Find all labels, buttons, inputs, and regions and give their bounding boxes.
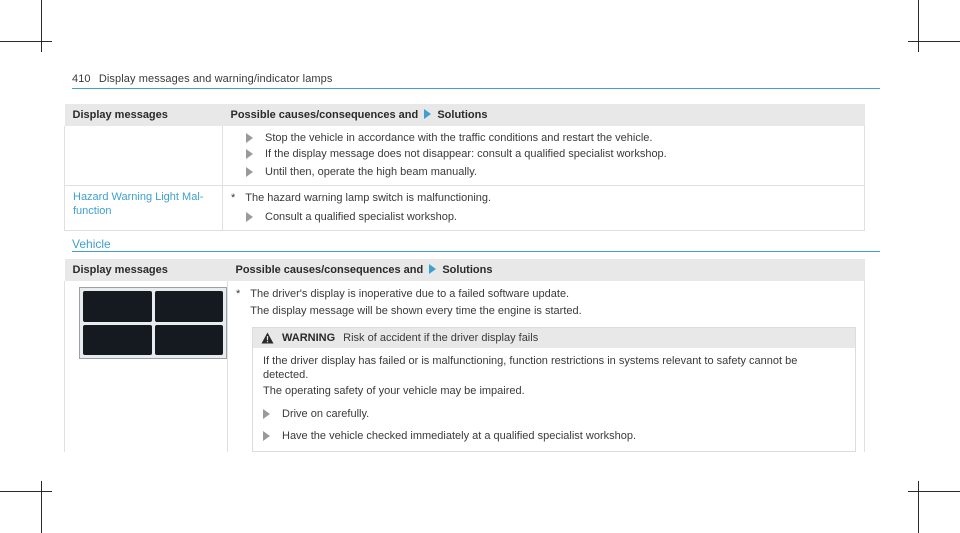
step-arrow-icon — [246, 167, 253, 177]
crop-mark — [0, 41, 52, 42]
cause-note — [231, 191, 864, 205]
solution-step — [263, 429, 845, 443]
table-header-row — [65, 259, 865, 281]
driver-display-illustration — [79, 287, 227, 359]
solutions-arrow-icon — [424, 109, 431, 119]
solution-step — [263, 407, 845, 421]
column-header-causes — [223, 104, 865, 126]
solution-step-text: If the display message does not disappear: consult a qualified specialist workshop. — [265, 148, 667, 160]
table-row — [65, 186, 865, 231]
message-cell — [65, 281, 228, 452]
messages-table-1 — [64, 104, 865, 231]
solution-step — [246, 165, 864, 179]
solution-step — [246, 131, 864, 145]
column-header-display-messages: Display messages — [65, 259, 228, 281]
step-arrow-icon — [263, 431, 270, 441]
column-header-causes-label: Possible causes/consequences and — [230, 109, 419, 121]
crop-mark — [41, 481, 42, 533]
warning-triangle-icon — [261, 332, 274, 344]
section-rule — [72, 251, 880, 252]
column-header-causes-label: Possible causes/consequences and — [235, 264, 424, 276]
column-header-solutions-label: Solutions — [442, 264, 493, 276]
display-thumbnail — [155, 291, 224, 322]
display-thumbnail — [83, 291, 152, 322]
note-marker: * — [236, 288, 241, 300]
display-message-hazard — [73, 190, 214, 218]
page-header — [72, 73, 333, 85]
cause-text: The hazard warning lamp switch is malfunctioning. — [245, 192, 492, 204]
section-title: Vehicle — [72, 237, 111, 251]
cause-text: The driver's display is inoperative due to a failed software update. — [250, 288, 570, 300]
warning-text: The operating safety of your vehicle may be impaired. — [263, 385, 525, 397]
column-header-display-messages: Display messages — [65, 104, 223, 126]
crop-mark — [908, 491, 960, 492]
solution-step-text: Consult a qualified specialist workshop. — [265, 211, 457, 223]
solution-step — [246, 147, 864, 161]
warning-header — [253, 328, 855, 348]
solution-step — [231, 210, 864, 224]
solutions-cell — [223, 126, 865, 186]
solution-step-text: Until then, operate the high beam manually. — [265, 166, 477, 178]
table-header-row — [65, 104, 865, 126]
crop-mark — [918, 481, 919, 533]
warning-text: If the driver display has failed or is malfunctioning, function restrictions in systems relevant to safety cannot be — [263, 355, 798, 367]
cause-note — [236, 287, 856, 318]
cause-text: The display message will be shown every time the engine is started. — [250, 305, 582, 317]
solution-step-text: Drive on carefully. — [282, 408, 370, 420]
table-row — [65, 281, 865, 452]
display-thumbnail — [83, 325, 152, 356]
solution-step-text: Have the vehicle checked immediately at a qualified specialist workshop. — [282, 430, 637, 442]
page-header-title: Display messages and warning/indicator lamps — [98, 73, 333, 85]
display-thumbnail — [155, 325, 224, 356]
warning-label: WARNING — [282, 332, 336, 344]
warning-box — [252, 327, 856, 452]
message-cell — [65, 126, 223, 186]
step-arrow-icon — [246, 212, 253, 222]
display-message-line: function — [73, 205, 112, 217]
solutions-arrow-icon — [429, 264, 436, 274]
message-cell — [65, 186, 223, 231]
crop-mark — [908, 41, 960, 42]
warning-headline: Risk of accident if the driver display fails — [343, 332, 539, 344]
column-header-causes — [228, 259, 865, 281]
solution-step-text: Stop the vehicle in accordance with the traffic conditions and restart the vehicle. — [265, 132, 653, 144]
header-rule — [72, 88, 880, 89]
messages-table-2 — [64, 259, 865, 452]
solutions-cell — [228, 281, 865, 452]
step-arrow-icon — [246, 149, 253, 159]
page-number: 410 — [72, 73, 91, 85]
warning-text: detected. — [263, 369, 309, 381]
display-message-line: Hazard Warning Light Mal- — [73, 191, 204, 203]
column-header-solutions-label: Solutions — [437, 109, 488, 121]
solutions-cell — [223, 186, 865, 231]
crop-mark — [918, 0, 919, 52]
crop-mark — [41, 0, 42, 52]
step-arrow-icon — [263, 409, 270, 419]
table-row — [65, 126, 865, 186]
warning-body — [253, 348, 855, 451]
crop-mark — [0, 491, 52, 492]
note-marker: * — [231, 192, 236, 204]
step-arrow-icon — [246, 133, 253, 143]
